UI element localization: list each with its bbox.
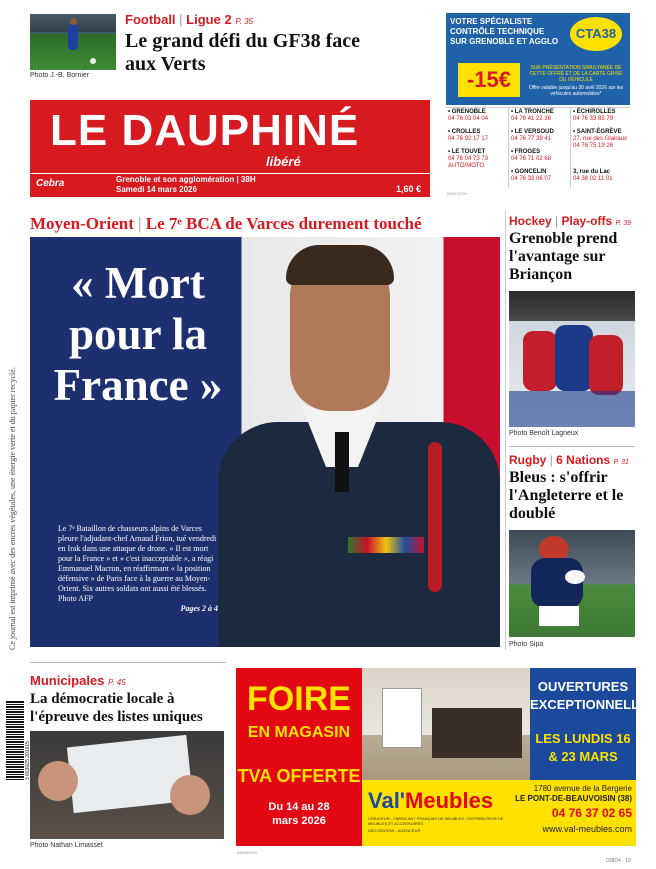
eco-print-note: Ce journal est imprimé avec des encres végétales, une énergie verte et du papier recyclé. xyxy=(8,367,17,650)
football-photo-credit: Photo J.-B. Bornier xyxy=(30,72,90,79)
masthead-title: LE DAUPHINÉ xyxy=(50,106,360,155)
hockey-kicker: Hockey | Play-offs P. 39 xyxy=(509,214,631,228)
rugby-kicker: Rugby | 6 Nations P. 31 xyxy=(509,453,629,467)
municipales-kicker: Municipales P. 45 xyxy=(30,673,126,688)
right-column-divider xyxy=(505,210,506,650)
meubles-ad[interactable]: FOIRE EN MAGASIN TVA OFFERTE Du 14 au 28 mars 2026 OUVERTURES EXCEPTIONNELLES LES LUNDIS 16 & 23 MARS Val'Meubles CRÉATEUR - FABRICANT FRANÇAIS DE MEUBLES / DISTRIBUTEUR DE MEUBLES ET ACCESSOIRES DÉCORATION - AGENCEUR 1780 avenue de la Bergerie LE PONT-DE-BEAUVOISIN (38) 04 76 37 02 65 www.val-meubles.com xyxy=(236,668,636,846)
cta-ad[interactable]: VOTRE SPÉCIALISTE CONTRÔLE TECHNIQUE SUR GRENOBLE ET AGGLO CTA38 -15€ SUR PRÉSENTATION SIMULTANÉE DE CETTE OFFRE ET DE LA CARTE GRISE DU VÉHICULE Offre valable jusqu'au 30 avril 2026 sur les véhicules automobiles* xyxy=(446,13,630,105)
football-headline[interactable]: Le grand défi du GF38 face aux Verts xyxy=(125,30,360,75)
municipales-headline[interactable]: La démocratie locale à l'épreuve des listes uniques xyxy=(30,691,203,725)
rugby-photo-credit: Photo Sipa xyxy=(509,641,544,648)
municipales-photo[interactable] xyxy=(30,731,224,839)
football-photo[interactable] xyxy=(30,14,116,70)
football-kicker: Football | Ligue 2 P. 35 xyxy=(125,12,253,27)
meubles-room-photo xyxy=(362,668,530,780)
divider xyxy=(509,446,635,447)
rugby-headline[interactable]: Bleus : s'offrir l'Angleterre et le doublé xyxy=(509,469,624,522)
lead-body: Le 7ᵉ Bataillon de chasseurs alpins de Varces pleure l'adjudant-chef Arnaud Frion, tué vendredi en Irak dans une attaque de drone. « Il est mort pour la France » et « c'est inacceptable », a réagi Emmanuel Macron, en réaffirmant « la position défensive » de Paris face à la guerre au Moyen-Orient. Six autres soldats ont aussi été blessés. Photo AFP Pages 2 à 4 xyxy=(58,524,218,613)
page-code: 038D4 · 13 xyxy=(606,858,631,864)
rugby-photo[interactable] xyxy=(509,530,635,637)
sponsor-logo: Cebra xyxy=(36,178,65,189)
hockey-photo[interactable] xyxy=(509,291,635,427)
hockey-photo-credit: Photo Benoît Lagneux xyxy=(509,430,579,437)
masthead[interactable]: LE DAUPHINÉ libéré Cebra Grenoble et son agglomération | 38H Samedi 14 mars 2026 1,60 € xyxy=(30,100,430,197)
cta-agencies: • GRENOBLE 04 76 03 04 04 • LA TRONCHE 04 76 41 22 36 • ÉCHIROLLES 04 76 33 85 79 • CROLLES 04 76 92 17 17 • LE VERSOUD 04 76 77 39 41 • SAINT-ÉGRÈVE 27, rue des Glairaux 04 76 75 19 26 • LE TOUVET 04 76 04 73 73 AUTO/MOTO • FROGES 04 76 71 02 68 • GONCELIN 04 76 33 06 07 3, rue du Lac 04 38 02 11 01 xyxy=(446,107,630,189)
hockey-headline[interactable]: Grenoble prend l'avantage sur Briançon xyxy=(509,230,618,283)
municipales-photo-credit: Photo Nathan Limasset xyxy=(30,842,103,849)
masthead-subtitle: libéré xyxy=(266,154,301,169)
barcode-text: 3 663025 201615 xyxy=(25,741,31,780)
lead-quote: « Mort pour la France » xyxy=(53,258,223,410)
divider xyxy=(30,662,226,663)
cta-logo: CTA38 xyxy=(570,17,622,51)
barcode xyxy=(6,700,24,780)
lead-headline-strip[interactable]: Moyen-Orient | Le 7ᵉ BCA de Varces durement touché xyxy=(30,214,422,233)
meubles-logo: Val'Meubles xyxy=(368,788,494,813)
lead-pages-link[interactable]: Pages 2 à 4 xyxy=(180,604,218,613)
